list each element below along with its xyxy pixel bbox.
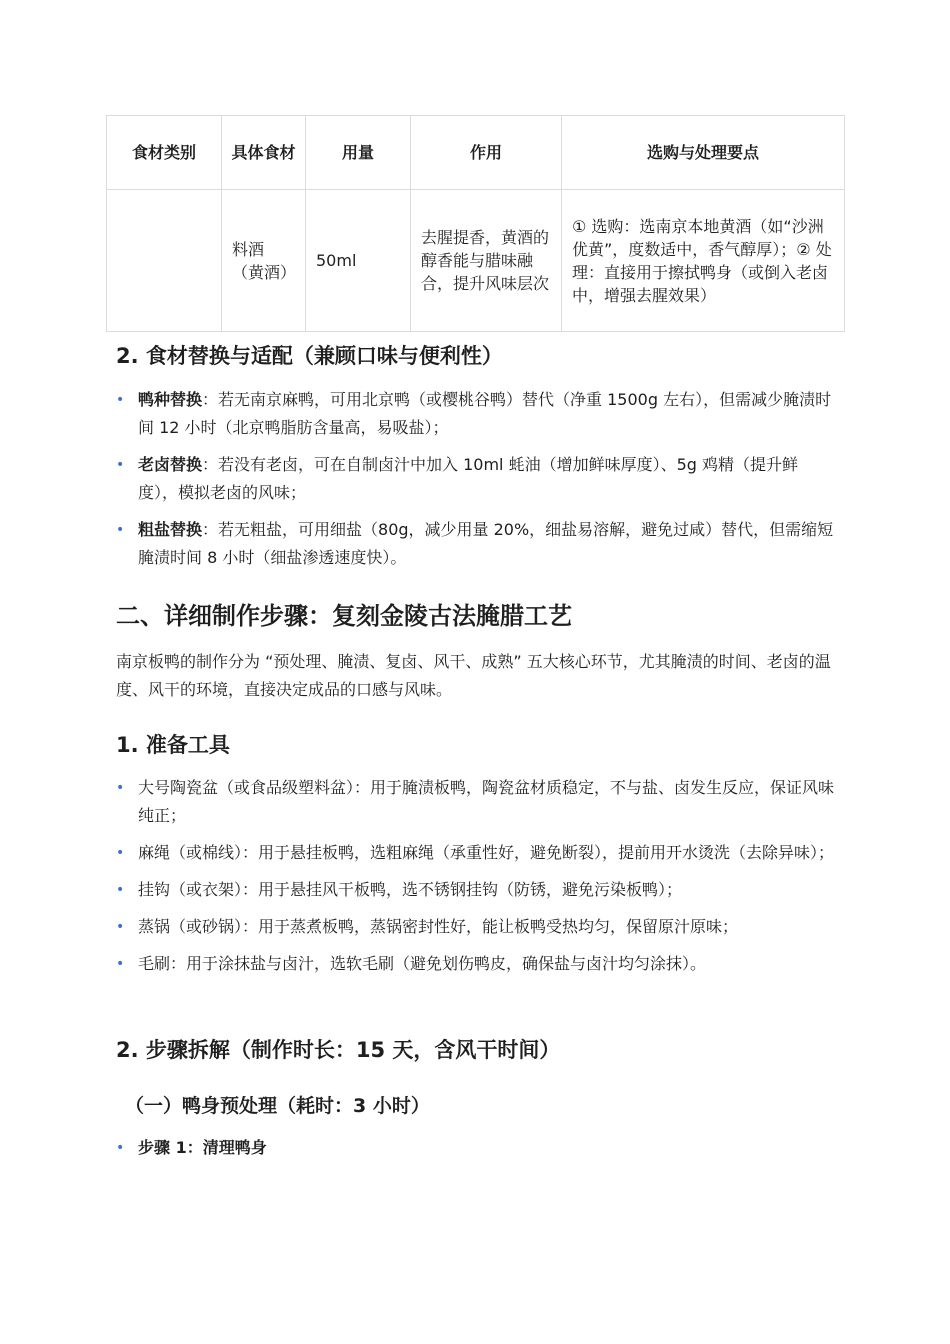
- list-item: [116, 386, 836, 442]
- list-item: [116, 876, 836, 904]
- item-label: 鸭种替换: [138, 390, 203, 409]
- step-list: [116, 1134, 836, 1162]
- item-text: 大号陶瓷盆（或食品级塑料盆）：用于腌渍板鸭，陶瓷盆材质稳定，不与盐、卤发生反应，保证风味纯正；: [138, 778, 835, 825]
- header-amount: 用量: [306, 116, 411, 190]
- cell-tips: ① 选购：选南京本地黄酒（如“沙洲优黄”，度数适中，香气醇厚）；② 处理：直接用于擦拭鸭身（或倒入老卤中，增强去腥效果）: [562, 190, 845, 332]
- list-item: [116, 913, 836, 941]
- substitution-heading: 2. 食材替换与适配（兼顾口味与便利性）: [116, 344, 503, 368]
- bullet-icon: •: [116, 882, 125, 898]
- substitution-list: [116, 386, 836, 572]
- bullet-icon: •: [116, 392, 125, 408]
- item-label: 粗盐替换: [138, 520, 203, 539]
- item-text: ：若没有老卤，可在自制卤汁中加入 10ml 蚝油（增加鲜味厚度）、5g 鸡精（提升鲜度），模拟老卤的风味；: [138, 455, 799, 502]
- cell-category: [107, 190, 222, 332]
- cell-function: 去腥提香，黄酒的醇香能与腊味融合，提升风味层次: [411, 190, 562, 332]
- bullet-icon: •: [116, 919, 125, 935]
- tools-heading: 1. 准备工具: [116, 733, 230, 757]
- list-item: [116, 1134, 836, 1162]
- steps-intro: 南京板鸭的制作分为 “预处理、腌渍、复卤、风干、成熟” 五大核心环节，尤其腌渍的时间、老卤的温度、风干的环境，直接决定成品的口感与风味。: [116, 652, 831, 699]
- item-text: ：若无粗盐，可用细盐（80g，减少用量 20%，细盐易溶解，避免过咸）替代，但需缩短腌渍时间 8 小时（细盐渗透速度快）。: [138, 520, 834, 567]
- table-row: [107, 190, 845, 332]
- list-item: [116, 950, 836, 978]
- ingredients-table: [106, 115, 845, 332]
- item-text: 麻绳（或棉线）：用于悬挂板鸭，选粗麻绳（承重性好，避免断裂），提前用开水烫洗（去除异味）；: [138, 843, 835, 862]
- tools-list: [116, 774, 836, 978]
- item-text: ：若无南京麻鸭，可用北京鸭（或樱桃谷鸭）替代（净重 1500g 左右），但需减少腌渍时间 12 小时（北京鸭脂肪含量高，易吸盐）；: [138, 390, 832, 437]
- header-category: 食材类别: [107, 116, 222, 190]
- steps-heading: 二、详细制作步骤：复刻金陵古法腌腊工艺: [116, 602, 572, 630]
- list-item: [116, 516, 836, 572]
- header-tips: 选购与处理要点: [562, 116, 845, 190]
- bullet-icon: •: [116, 956, 125, 972]
- step-label: 步骤 1：清理鸭身: [138, 1138, 267, 1157]
- bullet-icon: •: [116, 1140, 125, 1156]
- bullet-icon: •: [116, 780, 125, 796]
- bullet-icon: •: [116, 457, 125, 473]
- preprocess-heading: （一）鸭身预处理（耗时：3 小时）: [125, 1095, 430, 1117]
- item-label: 老卤替换: [138, 455, 203, 474]
- breakdown-heading: 2. 步骤拆解（制作时长：15 天，含风干时间）: [116, 1038, 561, 1062]
- item-text: 毛刷：用于涂抹盐与卤汁，选软毛刷（避免划伤鸭皮，确保盐与卤汁均匀涂抹）。: [138, 954, 707, 973]
- list-item: [116, 451, 836, 507]
- bullet-icon: •: [116, 845, 125, 861]
- cell-ingredient: 料酒（黄酒）: [222, 190, 306, 332]
- item-text: 挂钩（或衣架）：用于悬挂风干板鸭，选不锈钢挂钩（防锈，避免污染板鸭）；: [138, 880, 683, 899]
- list-item: [116, 839, 836, 867]
- table-header-row: [107, 116, 845, 190]
- cell-amount: 50ml: [306, 190, 411, 332]
- item-text: 蒸锅（或砂锅）：用于蒸煮板鸭，蒸锅密封性好，能让板鸭受热均匀，保留原汁原味；: [138, 917, 739, 936]
- header-function: 作用: [411, 116, 562, 190]
- list-item: [116, 774, 836, 830]
- bullet-icon: •: [116, 522, 125, 538]
- header-ingredient: 具体食材: [222, 116, 306, 190]
